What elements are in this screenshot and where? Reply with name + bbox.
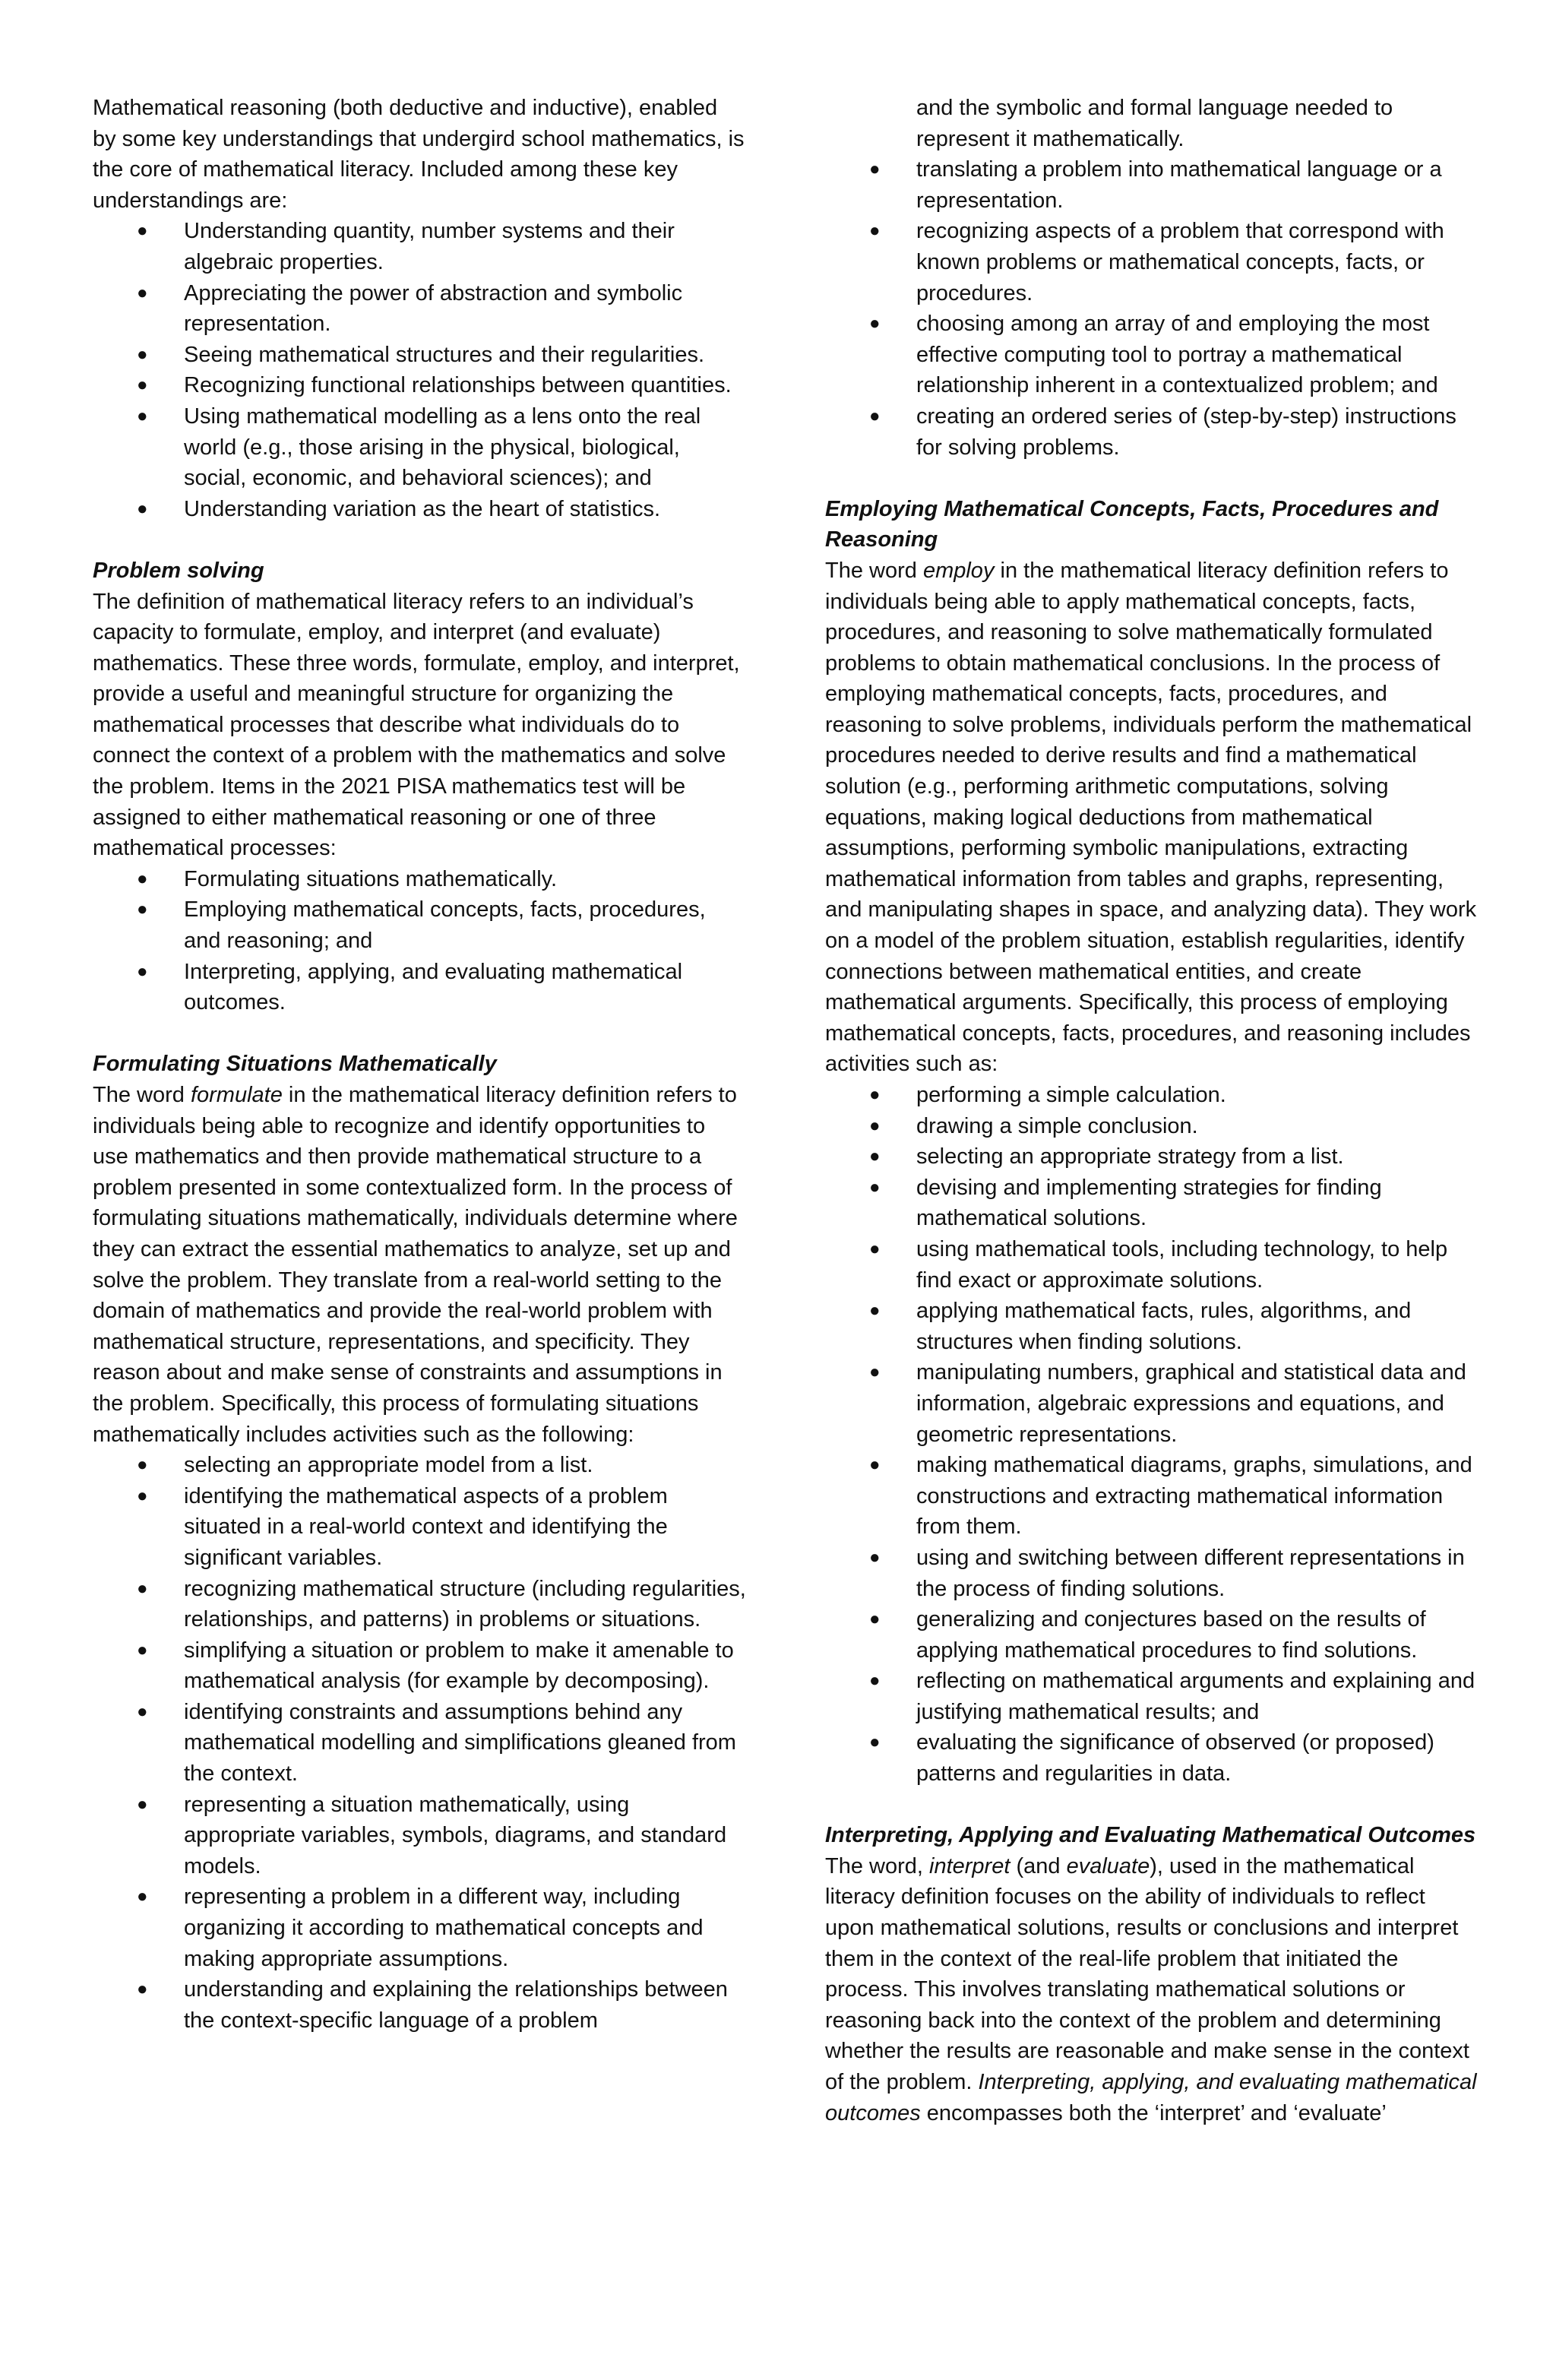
- list-item: ● using and switching between different representations in the process of finding solutions.: [825, 1543, 1480, 1604]
- list-item: ● evaluating the significance of observed (or proposed) patterns and regularities in data.: [825, 1727, 1480, 1789]
- employing-heading: Employing Mathematical Concepts, Facts, Procedures and Reasoning: [825, 496, 1439, 552]
- list-item: ● representing a problem in a different way, including organizing it according to mathematical concepts and making appropriate assumptions.: [93, 1882, 746, 1974]
- text-run: ), used in the mathematical literacy definition focuses on the ability of individuals to reflect upon mathematical solutions, results or conclusions and interpret them in the context of the real-life problem that initiated the process. This involves translating mathematical solutions or reasoning back into the context of the problem and determining whether the results are reasonable and make sense in the context of the problem.: [825, 1853, 1469, 2094]
- formulating-heading: Formulating Situations Mathematically: [93, 1052, 497, 1077]
- list-item: ● reflecting on mathematical arguments and explaining and justifying mathematical results; and: [825, 1666, 1480, 1727]
- list-item: ● identifying constraints and assumptions behind any mathematical modelling and simplifications gleaned from the context.: [93, 1697, 746, 1790]
- interpreting-heading: Interpreting, Applying and Evaluating Mathematical Outcomes: [825, 1823, 1476, 1848]
- list-item: ● Recognizing functional relationships between quantities.: [93, 370, 746, 401]
- list-item: ● manipulating numbers, graphical and statistical data and information, algebraic expressions and equations, and geometric representations.: [825, 1357, 1480, 1450]
- text-run: in the mathematical literacy definition refers to individuals being able to recognize and identify opportunities to use mathematics and then provide mathematical structure to a problem presented in some contextualized form. In the process of formulating situations mathematically, individuals determine where they can extract the essential mathematics to analyze, set up and solve the problem. They translate from a real-world setting to the domain of mathematics and provide the real-world problem with mathematical structure, representations, and specificity. They reason about and make sense of constraints and assumptions in the problem. Specifically, this process of formulating situations mathematically includes activities such as the following:: [93, 1083, 738, 1447]
- list-item: ● choosing among an array of and employing the most effective computing tool to portray a mathematical relationship inherent in a contextualized problem; and: [825, 309, 1480, 401]
- formulating-list: [93, 1450, 746, 2036]
- list-item: ● creating an ordered series of (step-by-step) instructions for solving problems.: [825, 401, 1480, 463]
- understandings-list: [93, 216, 746, 524]
- list-item: ● Appreciating the power of abstraction and symbolic representation.: [93, 278, 746, 340]
- spacer: [825, 463, 1480, 494]
- list-item: ● recognizing aspects of a problem that correspond with known problems or mathematical concepts, facts, or procedures.: [825, 216, 1480, 309]
- processes-list: [93, 864, 746, 1018]
- list-item: ● understanding and explaining the relationships between the context-specific language of a problem: [93, 1974, 746, 2036]
- text-run: The word: [93, 1083, 191, 1107]
- formulating-paragraph: [93, 1080, 746, 1450]
- list-item: ● Understanding quantity, number systems and their algebraic properties.: [93, 216, 746, 277]
- emphasis: formulate: [190, 1083, 283, 1107]
- list-item: ● Understanding variation as the heart of statistics.: [93, 494, 746, 525]
- problem-solving-heading: Problem solving: [93, 558, 264, 583]
- text-run: The word,: [825, 1853, 929, 1878]
- intro-paragraph: Mathematical reasoning (both deductive and inductive), enabled by some key understandings that undergird school mathematics, is the core of mathematical literacy. Included among these key understandings are:: [93, 96, 745, 213]
- continued-item-text: and the symbolic and formal language needed to represent it mathematically.: [916, 96, 1393, 151]
- list-item: ● Employing mathematical concepts, facts, procedures, and reasoning; and: [93, 894, 746, 956]
- right-column: [825, 93, 1480, 2128]
- list-item: ● identifying the mathematical aspects of a problem situated in a real-world context and identifying the significant variables.: [93, 1481, 746, 1574]
- list-item: ● translating a problem into mathematical language or a representation.: [825, 154, 1480, 216]
- list-item: ● representing a situation mathematically, using appropriate variables, symbols, diagrams, and standard models.: [93, 1790, 746, 1882]
- emphasis: employ: [922, 558, 995, 583]
- list-item: ● Interpreting, applying, and evaluating mathematical outcomes.: [93, 957, 746, 1018]
- employing-list: [825, 1080, 1480, 1790]
- list-item: ● Formulating situations mathematically.: [93, 864, 746, 895]
- list-item: ● making mathematical diagrams, graphs, simulations, and constructions and extracting mathematical information from them.: [825, 1450, 1480, 1543]
- list-item: ● selecting an appropriate strategy from a list.: [825, 1141, 1480, 1173]
- text-run: The word: [825, 558, 923, 583]
- list-item: ● simplifying a situation or problem to make it amenable to mathematical analysis (for example by decomposing).: [93, 1635, 746, 1697]
- list-item: ● drawing a simple conclusion.: [825, 1111, 1480, 1142]
- list-item: ● recognizing mathematical structure (including regularities, relationships, and patterns) in problems or situations.: [93, 1574, 746, 1635]
- spacer: [825, 1790, 1480, 1821]
- problem-solving-paragraph: The definition of mathematical literacy refers to an individual’s capacity to formulate, employ, and interpret (and evaluate) mathematics. These three words, formulate, employ, and interpret, provide a useful and meaningful structure for organizing the mathematical processes that describe what individuals do to connect the context of a problem with the mathematics and solve the problem. Items in the 2021 PISA mathematics test will be assigned to either mathematical reasoning or one of three mathematical processes:: [93, 589, 740, 861]
- text-run: in the mathematical literacy definition refers to individuals being able to apply mathematical concepts, facts, procedures, and reasoning to solve mathematically formulated problems to obtain mathematical conclusions. In the process of employing mathematical concepts, facts, procedures, and reasoning to solve problems, individuals perform the mathematical procedures needed to derive results and find a mathematical solution (e.g., performing arithmetic computations, solving equations, making logical deductions from mathematical assumptions, performing symbolic manipulations, extracting mathematical information from tables and graphs, representing, and manipulating shapes in space, and analyzing data). They work on a model of the problem situation, establish regularities, identify connections between mathematical entities, and create mathematical arguments. Specifically, this process of employing mathematical concepts, facts, procedures, and reasoning includes activities such as:: [825, 558, 1477, 1077]
- list-item: ● selecting an appropriate model from a list.: [93, 1450, 746, 1481]
- emphasis: Interpreting, applying, and evaluating mathematical outcomes: [825, 2070, 1477, 2125]
- interpreting-paragraph: [825, 1851, 1480, 2128]
- list-item: ● applying mathematical facts, rules, algorithms, and structures when finding solutions.: [825, 1296, 1480, 1357]
- list-item: ● Using mathematical modelling as a lens onto the real world (e.g., those arising in the physical, biological, social, economic, and behavioral sciences); and: [93, 401, 746, 494]
- employing-paragraph: [825, 555, 1480, 1080]
- list-item: ● generalizing and conjectures based on the results of applying mathematical procedures to find solutions.: [825, 1604, 1480, 1666]
- left-column: [93, 93, 746, 2036]
- spacer: [93, 524, 746, 555]
- emphasis: evaluate: [1066, 1853, 1150, 1878]
- list-item: ● devising and implementing strategies for finding mathematical solutions.: [825, 1173, 1480, 1234]
- text-run: encompasses both the ‘interpret’ and ‘evaluate’: [920, 2100, 1387, 2125]
- spacer: [93, 1018, 746, 1049]
- emphasis: interpret: [929, 1853, 1010, 1878]
- text-run: (and: [1010, 1853, 1067, 1878]
- formulating-list-continued: [825, 154, 1480, 463]
- list-item: ● Seeing mathematical structures and their regularities.: [93, 340, 746, 371]
- list-item: ● performing a simple calculation.: [825, 1080, 1480, 1111]
- list-item: ● using mathematical tools, including technology, to help find exact or approximate solutions.: [825, 1234, 1480, 1296]
